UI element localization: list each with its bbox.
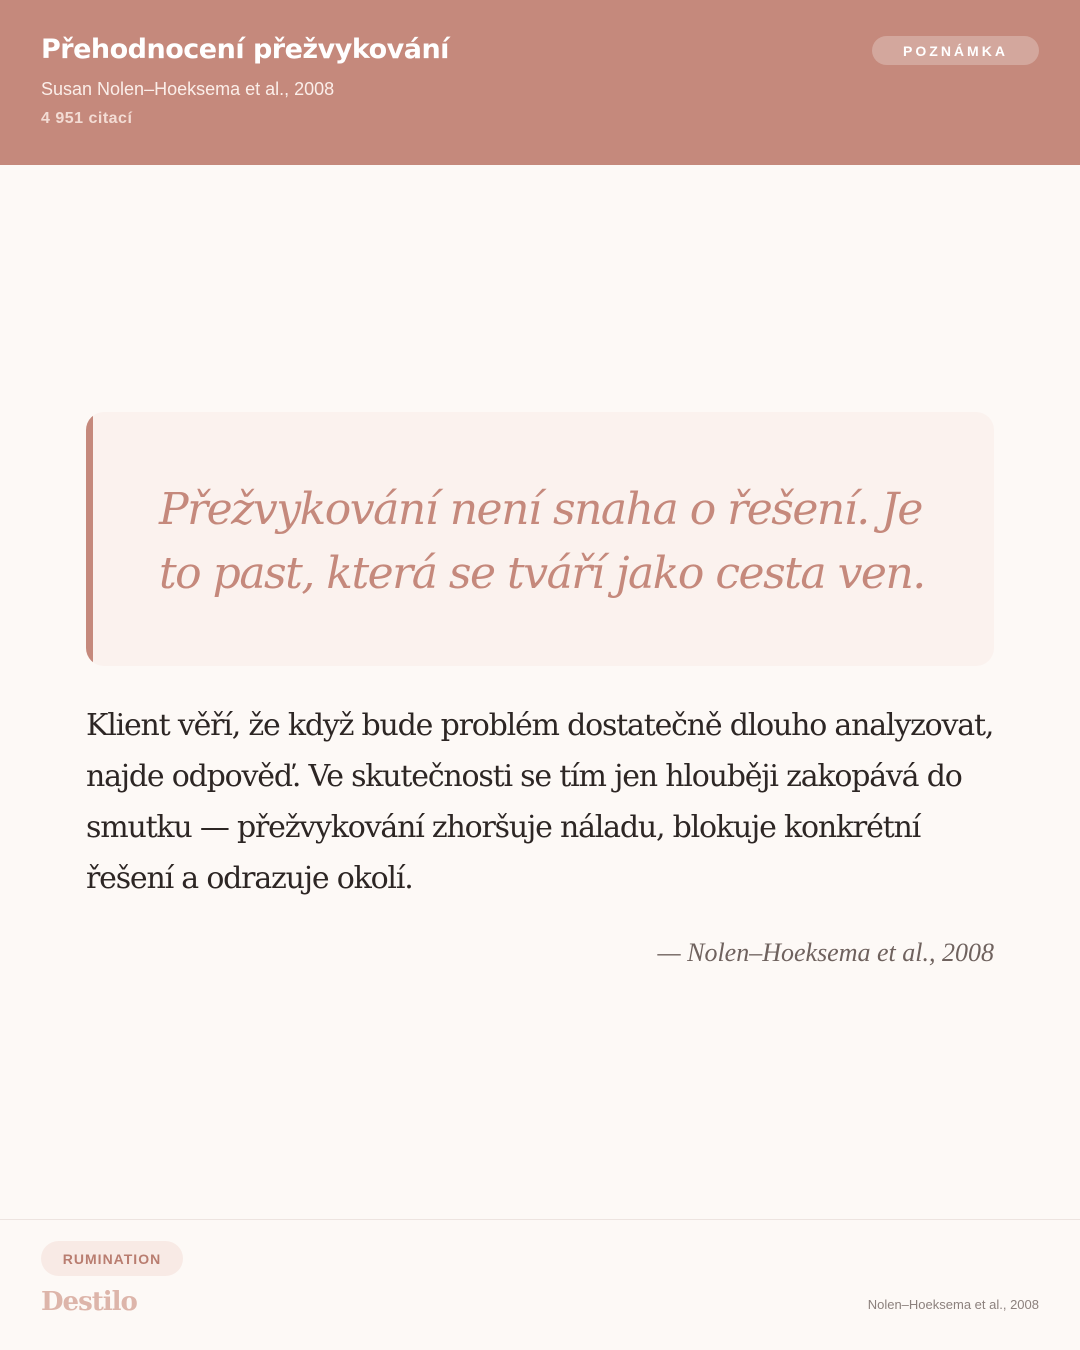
quote-text: Přežvykování není snaha o řešení. Je to past, která se tváří jako cesta ven. bbox=[159, 484, 925, 599]
body-paragraph: Klient věří, že když bude problém dostatečně dlouho analyzovat, najde odpověď. Ve skutečnosti se tím jen hlouběji zakopává do smutku — přežvykování zhoršuje náladu, blokuje konkrétní řešení a odrazuje okolí. bbox=[86, 708, 994, 896]
paper-authors: Susan Nolen–Hoeksema et al., 2008 bbox=[41, 79, 335, 99]
attribution: — Nolen–Hoeksema et al., 2008 bbox=[657, 938, 994, 967]
footer-divider bbox=[0, 1219, 1080, 1220]
brand-logo: Destilo bbox=[41, 1287, 137, 1317]
citation-count: 4 951 citací bbox=[41, 110, 133, 127]
topic-tag: RUMINATION bbox=[41, 1241, 183, 1276]
note-badge: POZNÁMKA bbox=[872, 36, 1039, 65]
header bbox=[0, 0, 1080, 165]
pull-quote bbox=[86, 412, 994, 666]
paper-title: Přehodnocení přežvykování bbox=[41, 34, 449, 65]
quote-accent-bar bbox=[86, 412, 93, 666]
footer-citation: Nolen–Hoeksema et al., 2008 bbox=[867, 1297, 1039, 1312]
